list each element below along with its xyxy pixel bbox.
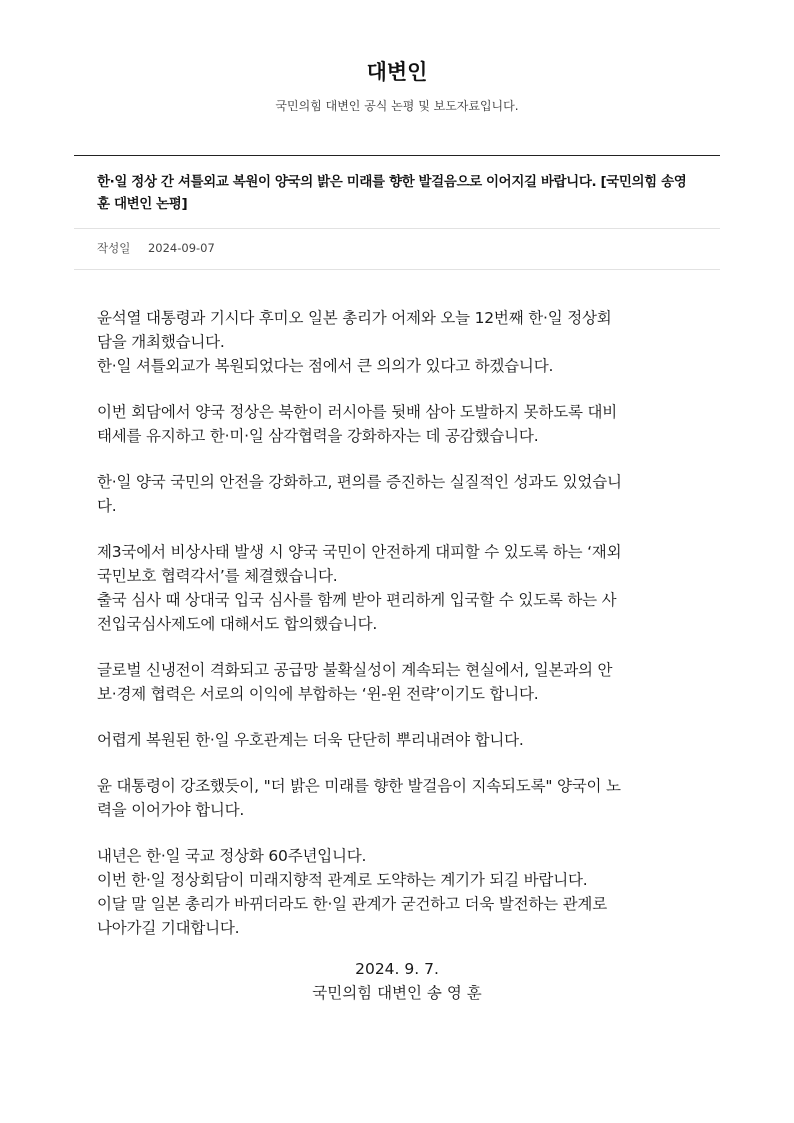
body-line: 이번 한·일 정상회담이 미래지향적 관계로 도약하는 계기가 되길 바랍니다.	[97, 871, 588, 889]
body-line: 출국 심사 때 상대국 입국 심사를 함께 받아 편리하게 입국할 수 있도록 하는 사	[97, 591, 617, 609]
body-line: 다.	[97, 497, 117, 515]
body-paragraph	[97, 540, 703, 636]
body-line: 글로벌 신냉전이 격화되고 공급망 불확실성이 계속되는 현실에서, 일본과의 안	[97, 661, 613, 679]
body-paragraph	[97, 728, 703, 752]
body-line: 한·일 양국 국민의 안전을 강화하고, 편의를 증진하는 실질적인 성과도 있었습니	[97, 473, 622, 491]
body-line: 보·경제 협력은 서로의 이익에 부합하는 ‘윈-윈 전략’이기도 합니다.	[97, 685, 539, 703]
body-line: 어렵게 복원된 한·일 우호관계는 더욱 단단히 뿌리내려야 합니다.	[97, 731, 524, 749]
body-paragraph	[97, 844, 703, 940]
body-line: 태세를 유지하고 한·미·일 삼각협력을 강화하자는 데 공감했습니다.	[97, 427, 539, 445]
body-paragraph	[97, 774, 703, 822]
date-label: 작성일	[97, 241, 131, 255]
body-line: 윤 대통령이 강조했듯이, "더 밝은 미래를 향한 발걸음이 지속되도록" 양국이 노	[97, 777, 621, 795]
article-title-line: 훈 대변인 논평]	[97, 196, 188, 212]
signature-block	[0, 957, 794, 1005]
article-meta	[97, 240, 215, 256]
header-divider	[74, 155, 720, 156]
body-line: 담을 개최했습니다.	[97, 333, 225, 351]
body-line: 국민보호 협력각서’를 체결했습니다.	[97, 567, 338, 585]
article-body	[97, 306, 703, 940]
body-line: 이달 말 일본 총리가 바뀌더라도 한·일 관계가 굳건하고 더욱 발전하는 관계로	[97, 895, 607, 913]
body-paragraph	[97, 658, 703, 706]
site-title: 대변인	[366, 60, 428, 84]
body-line: 력을 이어가야 합니다.	[97, 801, 245, 819]
body-line: 한·일 셔틀외교가 복원되었다는 점에서 큰 의의가 있다고 하겠습니다.	[97, 357, 554, 375]
body-line: 전입국심사제도에 대해서도 합의했습니다.	[97, 615, 378, 633]
article-title	[97, 171, 717, 215]
body-line: 나아가길 기대합니다.	[97, 919, 240, 937]
body-paragraph	[97, 470, 703, 518]
body-line: 내년은 한·일 국교 정상화 60주년입니다.	[97, 847, 367, 865]
title-divider	[74, 228, 720, 229]
meta-divider	[74, 269, 720, 270]
post-date: 2024-09-07	[147, 241, 215, 255]
body-line: 이번 회담에서 양국 정상은 북한이 러시아를 뒷배 삼아 도발하지 못하도록 대비	[97, 403, 618, 421]
body-paragraph	[97, 400, 703, 448]
signature-author: 국민의힘 대변인 송 영 훈	[312, 984, 482, 1002]
site-subtitle: 국민의힘 대변인 공식 논평 및 보도자료입니다.	[275, 99, 519, 113]
body-paragraph	[97, 306, 703, 378]
body-line: 제3국에서 비상사태 발생 시 양국 국민이 안전하게 대피할 수 있도록 하는 ‘재외	[97, 543, 622, 561]
signature-date: 2024. 9. 7.	[355, 960, 439, 978]
body-line: 윤석열 대통령과 기시다 후미오 일본 총리가 어제와 오늘 12번째 한·일 정상회	[97, 309, 612, 327]
article-title-line: 한·일 정상 간 셔틀외교 복원이 양국의 밝은 미래를 향한 발걸음으로 이어지길 바랍니다. [국민의힘 송영	[97, 174, 687, 190]
